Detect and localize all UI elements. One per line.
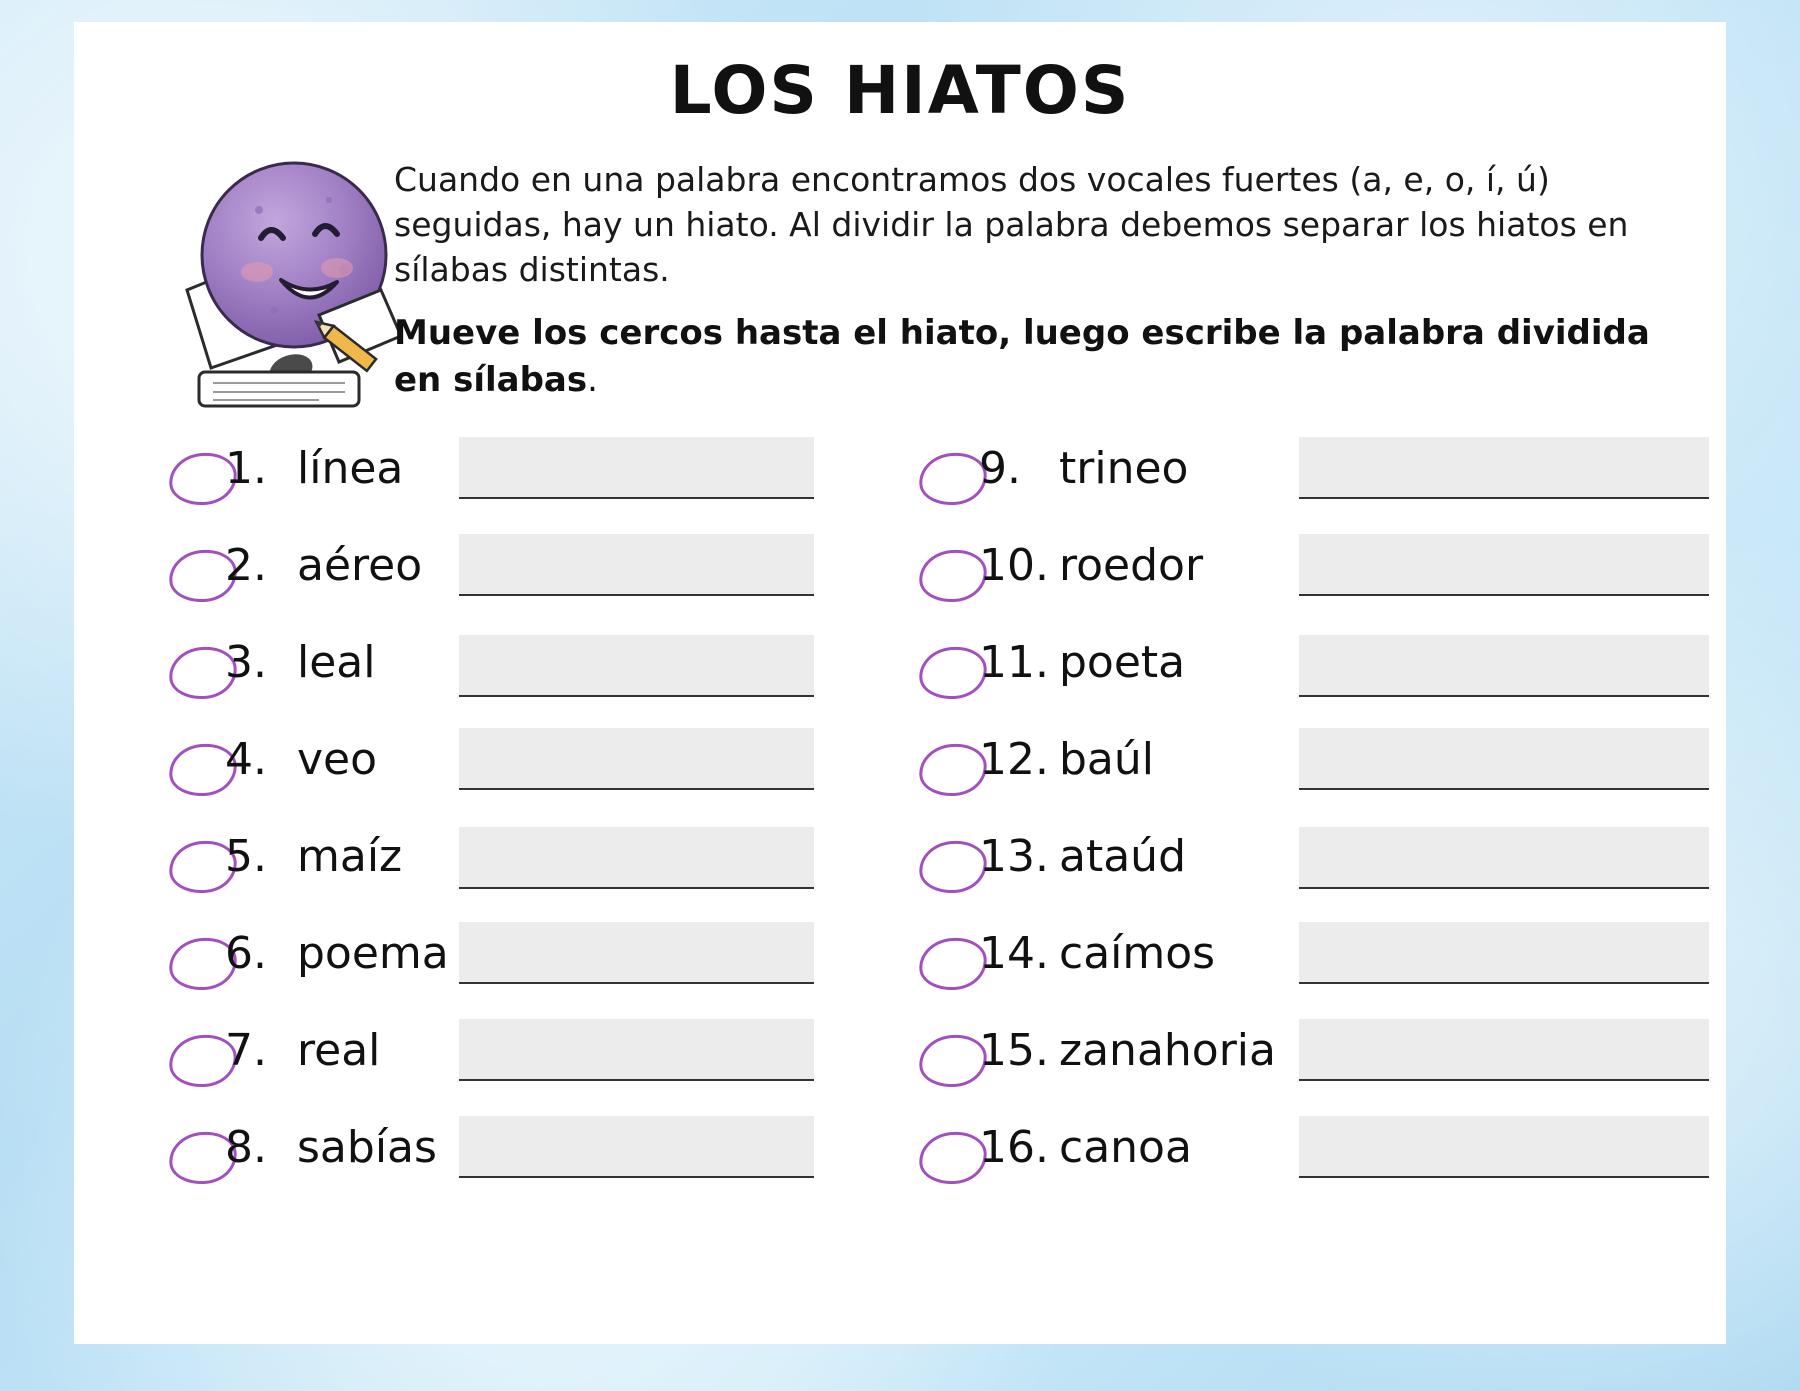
item-word: maíz [297, 831, 403, 882]
item-number: 1. [225, 443, 267, 494]
intro-paragraph: Cuando en una palabra encontramos dos vocales fuertes (a, e, o, í, ú) seguidas, hay un hiato. Al dividir la palabra debemos separar los hiatos en sílabas distintas. [394, 160, 1629, 289]
exercise-row [169, 728, 929, 825]
item-word: canoa [1059, 1122, 1192, 1173]
exercise-row [169, 922, 929, 1019]
answer-blank[interactable] [459, 437, 814, 499]
item-word: zanahoria [1059, 1025, 1276, 1076]
exercise-row [919, 631, 1709, 728]
exercise-row [919, 437, 1709, 534]
answer-blank[interactable] [459, 1116, 814, 1178]
item-number: 15. [979, 1025, 1049, 1076]
item-number: 7. [225, 1025, 267, 1076]
answer-blank[interactable] [459, 1019, 814, 1081]
answer-blank[interactable] [459, 827, 814, 889]
purple-blob-character-writing-icon [169, 140, 409, 420]
exercise-row [919, 825, 1709, 922]
item-word: baúl [1059, 734, 1155, 785]
item-word: línea [297, 443, 404, 494]
item-word: trineo [1059, 443, 1189, 494]
item-number: 3. [225, 637, 267, 688]
answer-blank[interactable] [1299, 1116, 1709, 1178]
exercise-row [919, 534, 1709, 631]
answer-blank[interactable] [1299, 827, 1709, 889]
answer-blank[interactable] [1299, 1019, 1709, 1081]
item-word: poeta [1059, 637, 1186, 688]
answer-blank[interactable] [1299, 635, 1709, 697]
answer-blank[interactable] [1299, 437, 1709, 499]
item-number: 9. [979, 443, 1021, 494]
item-number: 6. [225, 928, 267, 979]
item-number: 5. [225, 831, 267, 882]
answer-blank[interactable] [459, 728, 814, 790]
item-word: leal [297, 637, 376, 688]
page-title: LOS HIATOS [669, 52, 1131, 129]
item-word: poema [297, 928, 449, 979]
exercise-row [169, 1019, 929, 1116]
exercise-row [169, 437, 929, 534]
item-number: 14. [979, 928, 1049, 979]
item-number: 13. [979, 831, 1049, 882]
instruction-bold-text: Mueve los cercos hasta el hiato, luego escribe la palabra dividida en sílabas [394, 313, 1650, 400]
item-word: ataúd [1059, 831, 1186, 882]
item-number: 2. [225, 540, 267, 591]
answer-blank[interactable] [459, 922, 814, 984]
worksheet-sheet [74, 22, 1726, 1344]
item-word: roedor [1059, 540, 1204, 591]
instruction-paragraph [394, 310, 1684, 404]
exercise-row [169, 534, 929, 631]
exercise-row [919, 922, 1709, 1019]
answer-blank[interactable] [1299, 922, 1709, 984]
item-number: 8. [225, 1122, 267, 1173]
exercise-row [919, 1116, 1709, 1213]
exercise-row [919, 728, 1709, 825]
item-number: 10. [979, 540, 1049, 591]
answer-blank[interactable] [459, 534, 814, 596]
exercise-row [169, 631, 929, 728]
exercise-row [169, 1116, 929, 1213]
exercise-row [169, 825, 929, 922]
item-number: 4. [225, 734, 267, 785]
item-number: 16. [979, 1122, 1049, 1173]
item-word: caímos [1059, 928, 1216, 979]
item-word: sabías [297, 1122, 437, 1173]
item-word: veo [297, 734, 378, 785]
instruction-tail-text: . [587, 360, 598, 400]
exercise-column-right [919, 437, 1709, 1213]
answer-blank[interactable] [459, 635, 814, 697]
item-word: real [297, 1025, 381, 1076]
mascot-illustration [169, 140, 409, 420]
exercise-row [919, 1019, 1709, 1116]
item-number: 12. [979, 734, 1049, 785]
answer-blank[interactable] [1299, 534, 1709, 596]
item-word: aéreo [297, 540, 423, 591]
exercise-column-left [169, 437, 929, 1213]
answer-blank[interactable] [1299, 728, 1709, 790]
item-number: 11. [979, 637, 1049, 688]
